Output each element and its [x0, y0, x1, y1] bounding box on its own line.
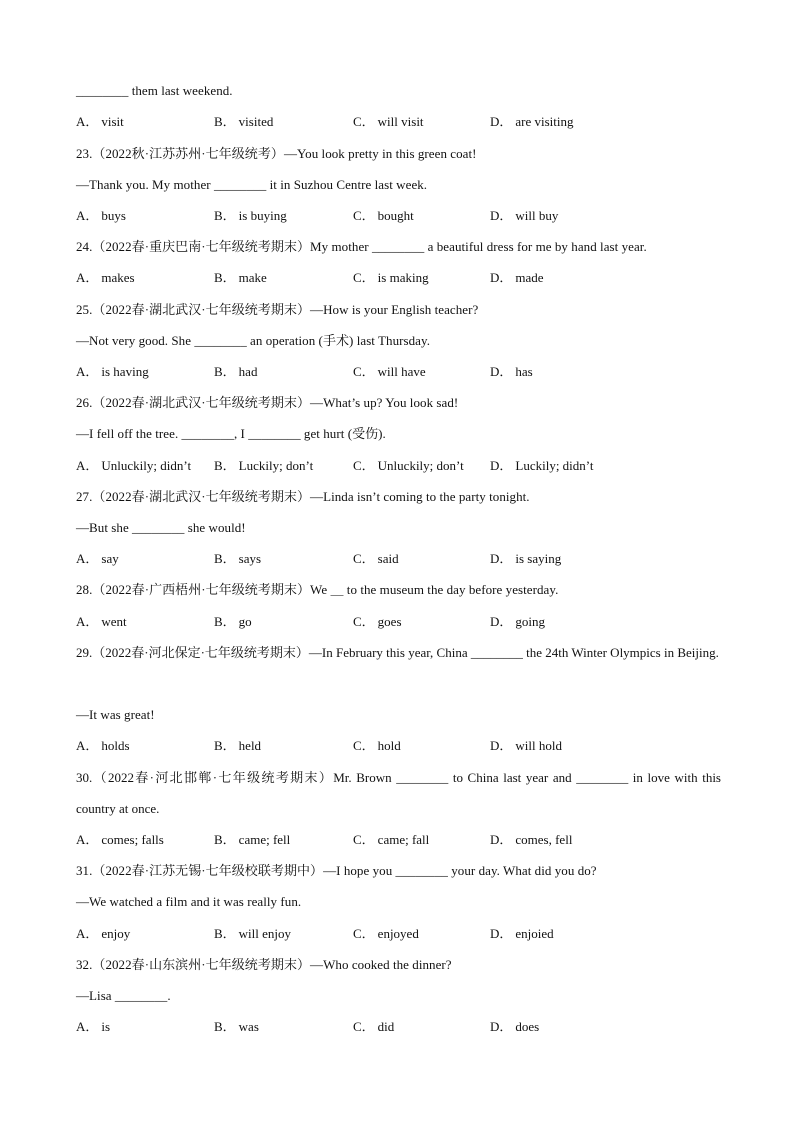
- question-27-line: —But she ________ she would!: [76, 520, 246, 535]
- question-23-stem: 23.（2022秋·江苏苏州·七年级统考）—You look pretty in this green coat!: [76, 146, 477, 161]
- option-d[interactable]: D． going: [490, 614, 546, 629]
- option-a[interactable]: A． say: [76, 551, 119, 566]
- option-c[interactable]: C． will have: [353, 364, 426, 379]
- options-q29: [76, 738, 756, 754]
- options-q23: [76, 208, 756, 224]
- option-b[interactable]: B． says: [214, 551, 262, 566]
- question-29-line: —It was great!: [76, 707, 155, 722]
- option-a[interactable]: A． Unluckily; didn’t: [76, 458, 192, 473]
- option-a[interactable]: A． went: [76, 614, 127, 629]
- option-c[interactable]: C． is making: [353, 270, 429, 285]
- option-c[interactable]: C． bought: [353, 208, 414, 223]
- question-28-stem: 28.（2022春·广西梧州·七年级统考期末）We ＿ to the museum the day before yesterday.: [76, 582, 559, 597]
- question-25-stem: 25.（2022春·湖北武汉·七年级统考期末）—How is your English teacher?: [76, 302, 479, 317]
- option-d[interactable]: D． comes, fell: [490, 832, 573, 847]
- option-c[interactable]: C． hold: [353, 738, 401, 753]
- question-31-line: —We watched a film and it was really fun.: [76, 894, 302, 909]
- option-d[interactable]: D． Luckily; didn’t: [490, 458, 594, 473]
- option-d[interactable]: D． are visiting: [490, 114, 574, 129]
- option-c[interactable]: C． enjoyed: [353, 926, 419, 941]
- option-a[interactable]: A． is having: [76, 364, 149, 379]
- question-25-line: —Not very good. She ________ an operation (手术) last Thursday.: [76, 333, 430, 348]
- options-q24: [76, 270, 756, 286]
- options-q27: [76, 551, 756, 567]
- options-q32: [76, 1019, 756, 1035]
- option-c[interactable]: C． did: [353, 1019, 395, 1034]
- options-q30: [76, 832, 756, 848]
- option-b[interactable]: B． make: [214, 270, 267, 285]
- option-a[interactable]: A． comes; falls: [76, 832, 164, 847]
- option-d[interactable]: D． has: [490, 364, 533, 379]
- question-23-line: —Thank you. My mother ________ it in Suzhou Centre last week.: [76, 177, 428, 192]
- options-q28: [76, 614, 756, 630]
- option-d[interactable]: D． is saying: [490, 551, 562, 566]
- option-b[interactable]: B． visited: [214, 114, 274, 129]
- options-q26: [76, 458, 756, 474]
- option-b[interactable]: B． came; fell: [214, 832, 291, 847]
- option-a[interactable]: A． visit: [76, 114, 124, 129]
- option-c[interactable]: C． goes: [353, 614, 402, 629]
- option-c[interactable]: C． said: [353, 551, 399, 566]
- question-24-stem: 24.（2022春·重庆巴南·七年级统考期末）My mother ________ a beautiful dress for me by hand last year.: [76, 239, 647, 254]
- question-31-stem: 31.（2022春·江苏无锡·七年级校联考期中）—I hope you ________ your day. What did you do?: [76, 863, 597, 878]
- option-b[interactable]: B． had: [214, 364, 258, 379]
- options-q25: [76, 364, 756, 380]
- option-a[interactable]: A． makes: [76, 270, 135, 285]
- option-d[interactable]: D． enjoied: [490, 926, 554, 941]
- option-b[interactable]: B． go: [214, 614, 252, 629]
- option-d[interactable]: D． made: [490, 270, 544, 285]
- option-b[interactable]: B． will enjoy: [214, 926, 292, 941]
- option-a[interactable]: A． enjoy: [76, 926, 131, 941]
- option-b[interactable]: B． is buying: [214, 208, 287, 223]
- option-a[interactable]: A． is: [76, 1019, 111, 1034]
- option-c[interactable]: C． will visit: [353, 114, 424, 129]
- option-d[interactable]: D． will buy: [490, 208, 559, 223]
- question-30-stem: 30.（2022春·河北邯郸·七年级统考期末）Mr. Brown ________ to China last year and ________ in love with this country at once.: [76, 770, 721, 816]
- option-c[interactable]: C． came; fall: [353, 832, 430, 847]
- question-29-stem: 29.（2022春·河北保定·七年级统考期末）—In February this year, China ________ the 24th Winter Olympics in Beijing.: [76, 645, 719, 660]
- question-27-stem: 27.（2022春·湖北武汉·七年级统考期末）—Linda isn’t coming to the party tonight.: [76, 489, 530, 504]
- option-a[interactable]: A． buys: [76, 208, 126, 223]
- option-c[interactable]: C． Unluckily; don’t: [353, 458, 464, 473]
- question-26-stem: 26.（2022春·湖北武汉·七年级统考期末）—What’s up? You look sad!: [76, 395, 459, 410]
- option-d[interactable]: D． will hold: [490, 738, 562, 753]
- option-d[interactable]: D． does: [490, 1019, 540, 1034]
- option-b[interactable]: B． was: [214, 1019, 259, 1034]
- question-32-stem: 32.（2022春·山东滨州·七年级统考期末）—Who cooked the dinner?: [76, 957, 452, 972]
- options-q22: [76, 114, 756, 130]
- question-26-line: —I fell off the tree. ________, I ________ get hurt (受伤).: [76, 426, 386, 441]
- options-q31: [76, 926, 756, 942]
- option-a[interactable]: A． holds: [76, 738, 130, 753]
- option-b[interactable]: B． held: [214, 738, 262, 753]
- question-continuation: ________ them last weekend.: [76, 83, 233, 98]
- option-b[interactable]: B． Luckily; don’t: [214, 458, 314, 473]
- question-32-line: —Lisa ________.: [76, 988, 171, 1003]
